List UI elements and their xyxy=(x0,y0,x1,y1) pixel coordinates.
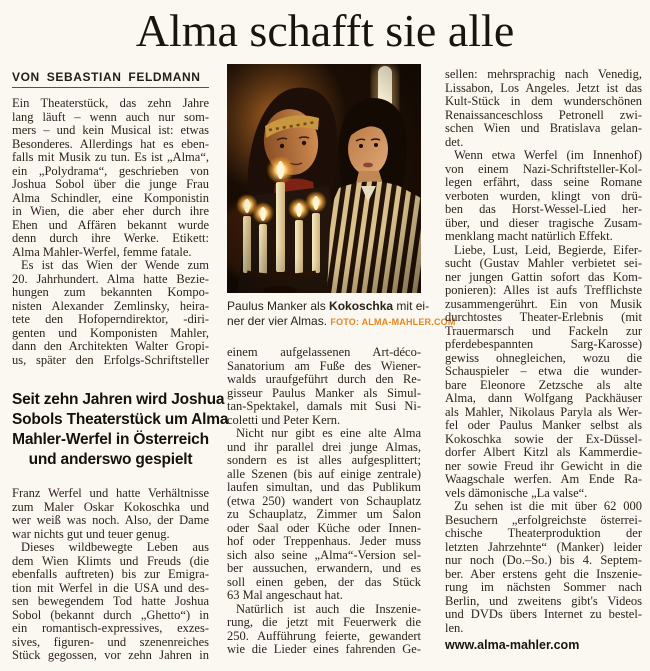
text-line: Trauermarsch und Fackeln zur xyxy=(445,323,642,338)
text-line: 20. Jahrhundert. Alma hatte Bezie- xyxy=(12,271,209,286)
text-line: legen erfährt, dass seine Romane xyxy=(445,175,642,189)
paragraph xyxy=(445,68,642,149)
text-line: war nichts gut und teuer genug. xyxy=(12,526,170,541)
text-line: nisten Alexander Zemlinsky, heira- xyxy=(12,298,209,313)
text-line: sucht (Gustav Mahler verbietet sei- xyxy=(445,256,642,270)
caption-line xyxy=(227,299,430,314)
text-line: Alma Mahler-Werfel, femme fatale. xyxy=(12,244,192,259)
text-line: tan-Spektakel, damals mit Susi Ni- xyxy=(227,399,421,413)
text-line: ponieren): Alles ist aufs Trefflichste xyxy=(445,283,642,297)
col1-text-bottom xyxy=(12,487,209,663)
text-line: sondern es ist alles aufgesplittert; xyxy=(227,453,421,467)
text-line: Seit zehn Jahren wird Joshua xyxy=(12,391,225,408)
text-line: sich also seine „Alma“-Version sel- xyxy=(227,547,421,562)
text-line: oder Saal oder Küche oder Innen- xyxy=(227,520,421,535)
text-line: dann den Architekten Walter Gropi- xyxy=(12,339,209,353)
text-line: coletti und Peter Kern. xyxy=(227,412,341,427)
text-line: Nicht nur gibt es eine alte Alma xyxy=(236,426,421,440)
text-line: Zu sehen ist die mit über 62 000 xyxy=(454,499,642,513)
paragraph xyxy=(12,487,209,541)
column-right xyxy=(445,68,642,652)
text-line: bare Eleonore Zetzsche als alte xyxy=(445,377,642,392)
byline-rule xyxy=(12,87,209,88)
text-line: (etwa 250) wandert von Schauplatz xyxy=(227,493,421,508)
text-line: über, und dieser tragische Zusam- xyxy=(445,215,642,230)
text-line: ein „Polydrama“, geschrieben von xyxy=(12,163,209,178)
text-line: zum Maler Oskar Kokoschka und xyxy=(12,499,209,514)
text-line: hungen zum bekannten Kompo- xyxy=(12,285,209,299)
caption-bold-name: Kokoschka xyxy=(329,299,394,313)
text-line: tete den Hofoperndirektor, -diri- xyxy=(12,312,209,326)
text-line: Waagschale werfen. Am Ende Ra- xyxy=(445,472,642,486)
text-line: ner sowie Freud ihr Gewicht in die xyxy=(445,458,642,473)
paragraph xyxy=(12,541,209,663)
byline: VON SEBASTIAN FELDMANN xyxy=(12,70,201,84)
text-line: einem aufgelassenen Art-déco- xyxy=(227,345,421,359)
text-line: denn durch ihre Werke. Etikett: xyxy=(12,231,209,245)
text-line: vels dämonische „La valse“. xyxy=(445,485,588,500)
text-line: gisseur Paulus Manker als Simul- xyxy=(227,385,421,400)
col1-text-top xyxy=(12,97,209,367)
text-line: zu Schauplatz, Zimmer um Salon xyxy=(227,507,421,521)
photo-credit: FOTO: ALMA-MAHLER.COM xyxy=(330,316,456,327)
caption-text: mit ei- xyxy=(393,299,430,313)
website-link[interactable]: www.alma-mahler.com xyxy=(445,638,580,652)
text-line: soll einen geben, der das Stück xyxy=(227,574,421,589)
pull-quote xyxy=(12,390,229,470)
text-line: Renaissanceschloss Petronell zwi- xyxy=(445,107,642,122)
text-line: Dieses wildbewegte Leben aus xyxy=(21,540,209,554)
text-line: von einem Nazi-Schriftsteller-Kol- xyxy=(445,161,642,176)
text-line: in Wien, die aber eher durch ihre xyxy=(12,204,209,218)
text-line: 250. Aufführung feierte, gewandert xyxy=(227,628,421,643)
paragraph xyxy=(445,149,642,244)
text-line: alle Szenen (bis auf einige zentrale) xyxy=(227,466,421,481)
text-line: Lissabon, Los Angeles. Jetzt ist das xyxy=(445,80,642,95)
caption-text: Paulus Manker als xyxy=(227,299,330,313)
text-line: und anderswo gespielt xyxy=(28,451,193,468)
article-photo xyxy=(227,64,421,293)
caption-line xyxy=(227,313,456,330)
text-line: Sanatorium am Fuße des Wiener- xyxy=(227,358,421,373)
text-line: Alma, dann Wolfgang Packhäuser xyxy=(445,391,642,405)
text-line: det. xyxy=(445,134,464,149)
article-headline: Alma schafft sie alle xyxy=(135,5,515,56)
text-line: menklang macht natürlich Effekt. xyxy=(445,229,613,243)
text-line: Kokoschka sowie der Ex-Düssel- xyxy=(445,431,642,446)
text-line: ber. Aber erstens geht die Inszenie- xyxy=(445,566,642,581)
text-line: ebenfalls auftreten) bis zur Emigra- xyxy=(12,567,209,581)
col3-text xyxy=(445,68,642,635)
text-line: wie die Lieder eines fahrenden Ge- xyxy=(227,642,421,656)
text-line: tion mit Werfel in die USA und des- xyxy=(12,580,209,595)
text-line: dorfer Albert Kitzl als Kammerdie- xyxy=(445,445,642,459)
text-line: verboten wurden, klingt von drü- xyxy=(445,188,642,203)
text-line: dem Wien Klimts und Freuds (die xyxy=(12,553,209,568)
paragraph xyxy=(12,390,229,470)
paragraph xyxy=(227,346,421,427)
text-line: Stück gegossen, vor zehn Jahren in xyxy=(12,648,209,662)
text-line: Liebe, Lust, Leid, Begierde, Eifer- xyxy=(454,242,642,257)
text-line: genten und Komponisten Mahler, xyxy=(12,325,209,340)
text-line: Sobol (bekannt durch „Ghetto“) in xyxy=(12,607,209,622)
text-line: Es ist das Wien der Wende zum xyxy=(21,258,209,272)
text-line: zusammengerührt. Ein von Musik xyxy=(445,296,642,311)
text-line: sellen: mehrsprachig nach Venedig, xyxy=(445,67,642,81)
text-line: falls mit Musik zu tun. Es ist „Alma“, xyxy=(12,150,209,164)
paragraph xyxy=(445,244,642,501)
caption-text: ner der vier Almas. xyxy=(227,313,331,328)
text-line: Joshua Sobol über die junge Frau xyxy=(12,177,209,191)
text-line: schen Wien und Bratislava gelan- xyxy=(445,121,642,135)
text-line: sives, figuren- und szenenreiches xyxy=(12,634,209,649)
column-left xyxy=(12,70,229,663)
paragraph xyxy=(445,500,642,635)
text-line: ein romantisch-expressives, exzes- xyxy=(12,621,209,635)
text-line: Berlin, und zweitens gibt's Videos xyxy=(445,593,642,608)
text-line: als Mahler, Nikolaus Paryla als Wer- xyxy=(445,404,642,419)
text-line: ber aussuchen, erwandern, und es xyxy=(227,561,421,575)
text-line: wer weiß was noch. Also, der Dame xyxy=(12,513,209,527)
text-line: Besuchern „erfolgreichste österrei- xyxy=(445,512,642,527)
text-line: rung, die jetzt mit Feuerwerk die xyxy=(227,615,421,629)
text-line: lang läuft – wenn auch nur som- xyxy=(12,109,209,124)
text-line: 63 Mal angeschaut hat. xyxy=(227,588,343,602)
text-line: ner jungen Gattin sofort das Kom- xyxy=(445,269,642,284)
text-line: sen bewegendem Tod hatte Joshua xyxy=(12,594,209,608)
text-line: und ihr parallel drei junge Almas, xyxy=(227,439,421,454)
paragraph xyxy=(12,97,209,259)
text-line: Ehen und Affären bekannt wurde xyxy=(12,217,209,232)
text-line: laufen simultan, und das Publikum xyxy=(227,480,421,494)
paragraph xyxy=(227,427,421,603)
text-line: letzten Jahrzehnte“ (Manker) leider xyxy=(445,539,642,554)
text-line: ben das Horst-Wessel-Lied her- xyxy=(445,202,642,216)
text-line: Sobols Theaterstück um Alma xyxy=(12,411,229,428)
text-line: gewiss ohnegleichen, wozu die xyxy=(445,350,642,365)
text-line: hof oder Treppenhaus. Jeder muss xyxy=(227,534,421,548)
text-line: Alma Schindler, eine Komponistin xyxy=(12,190,209,205)
paragraph xyxy=(227,603,421,657)
text-line: durchtostes Theater-Erlebnis (mit xyxy=(445,310,642,324)
photo-caption xyxy=(227,299,456,329)
text-line: Franz Werfel und hatte Verhältnisse xyxy=(12,486,209,500)
paragraph xyxy=(12,259,209,367)
text-line: pferdebespannten Sarg-Karosse) xyxy=(445,337,642,351)
text-line: rung im nächsten Sommer nach xyxy=(445,580,642,594)
text-line: Kult-Stück in dem wunderschönen xyxy=(445,94,642,108)
text-line: Natürlich ist auch die Inszenie- xyxy=(236,601,421,616)
text-line: nur noch (Do.–So.) bis 4. Septem- xyxy=(445,553,642,567)
text-line: len. xyxy=(445,620,464,635)
text-line: Mahler-Werfel in Österreich xyxy=(12,431,209,448)
text-line: und DVDs übers Internet zu bestel- xyxy=(445,607,642,621)
text-line: Ein Theaterstück, das zehn Jahre xyxy=(12,96,209,110)
col2-text xyxy=(227,346,421,657)
text-line: Schauspieler – etwa die wunder- xyxy=(445,364,642,378)
text-line: mers – und kein Musical ist: etwas xyxy=(12,123,209,137)
text-line: us, später den Erfolgs-Schriftsteller xyxy=(12,352,209,367)
text-line: fel oder Paulus Manker selbst als xyxy=(445,418,642,432)
text-line: walds uraufgeführt durch den Re- xyxy=(227,372,421,386)
text-line: Wenn etwa Werfel (im Innenhof) xyxy=(454,148,642,162)
text-line: Besonderes. Allerdings hat es eben- xyxy=(12,136,209,151)
text-line: chische Theaterproduktion der xyxy=(445,526,642,540)
